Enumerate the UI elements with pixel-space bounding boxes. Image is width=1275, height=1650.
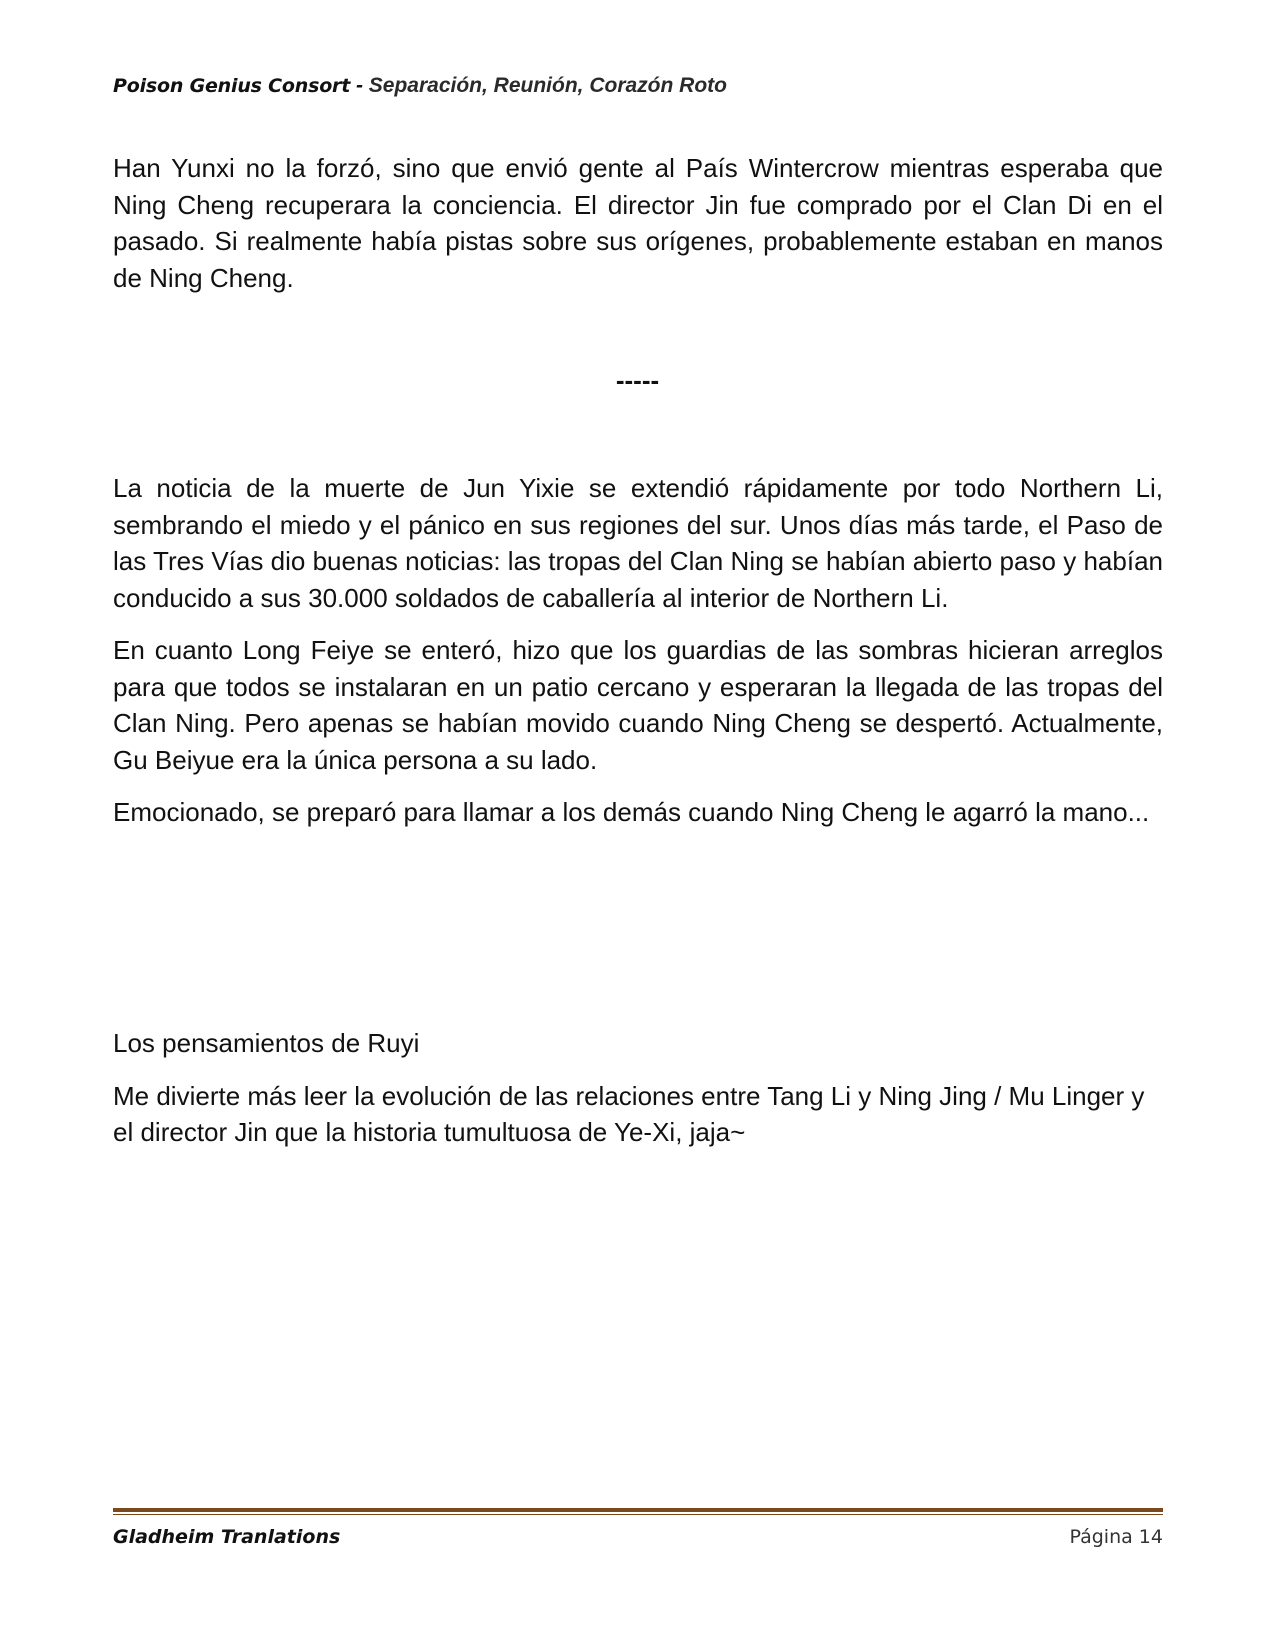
notes-body: Me divierte más leer la evolución de las relaciones entre Tang Li y Ning Jing / Mu Linger y el director Jin que la historia tumultuosa de Ye-Xi, jaja~ <box>113 1080 1145 1147</box>
page-number: Página 14 <box>1069 1526 1163 1548</box>
series-title: Poison Genius Consort <box>113 75 351 97</box>
footer-divider <box>113 1508 1163 1515</box>
header-separator: - <box>350 74 369 97</box>
notes-title: Los pensamientos de Ruyi <box>113 1028 420 1058</box>
footer-publisher: Gladheim Tranlations <box>113 1526 341 1548</box>
body-block-top <box>113 150 1163 313</box>
body-block-middle <box>113 470 1163 847</box>
footer-divider-thick <box>113 1508 1163 1512</box>
paragraph: Han Yunxi no la forzó, sino que envió gente al País Wintercrow mientras esperaba que Ning Cheng recuperara la conciencia. El director Jin fue comprado por el Clan Di en el pasado. Si realmente había pistas sobre sus orígenes, probablemente estaban en manos de Ning Cheng. <box>113 153 1163 293</box>
paragraph: En cuanto Long Feiye se enteró, hizo que los guardias de las sombras hicieran arreglos para que todos se instalaran en un patio cercano y esperaran la llegada de las tropas del Clan Ning. Pero apenas se habían movido cuando Ning Cheng se despertó. Actualmente, Gu Beiyue era la única persona a su lado. <box>113 635 1163 775</box>
footer-divider-thin <box>113 1514 1163 1515</box>
scene-separator: ----- <box>615 365 660 395</box>
paragraph: Emocionado, se preparó para llamar a los demás cuando Ning Cheng le agarró la mano... <box>113 797 1150 827</box>
paragraph: La noticia de la muerte de Jun Yixie se extendió rápidamente por todo Northern Li, sembrando el miedo y el pánico en sus regiones del sur. Unos días más tarde, el Paso de las Tres Vías dio buenas noticias: las tropas del Clan Ning se habían abierto paso y habían conducido a sus 30.000 soldados de caballería al interior de Northern Li. <box>113 473 1163 613</box>
running-header <box>113 72 727 100</box>
chapter-title: Separación, Reunión, Corazón Roto <box>368 74 727 97</box>
translator-notes <box>113 1025 1163 1167</box>
